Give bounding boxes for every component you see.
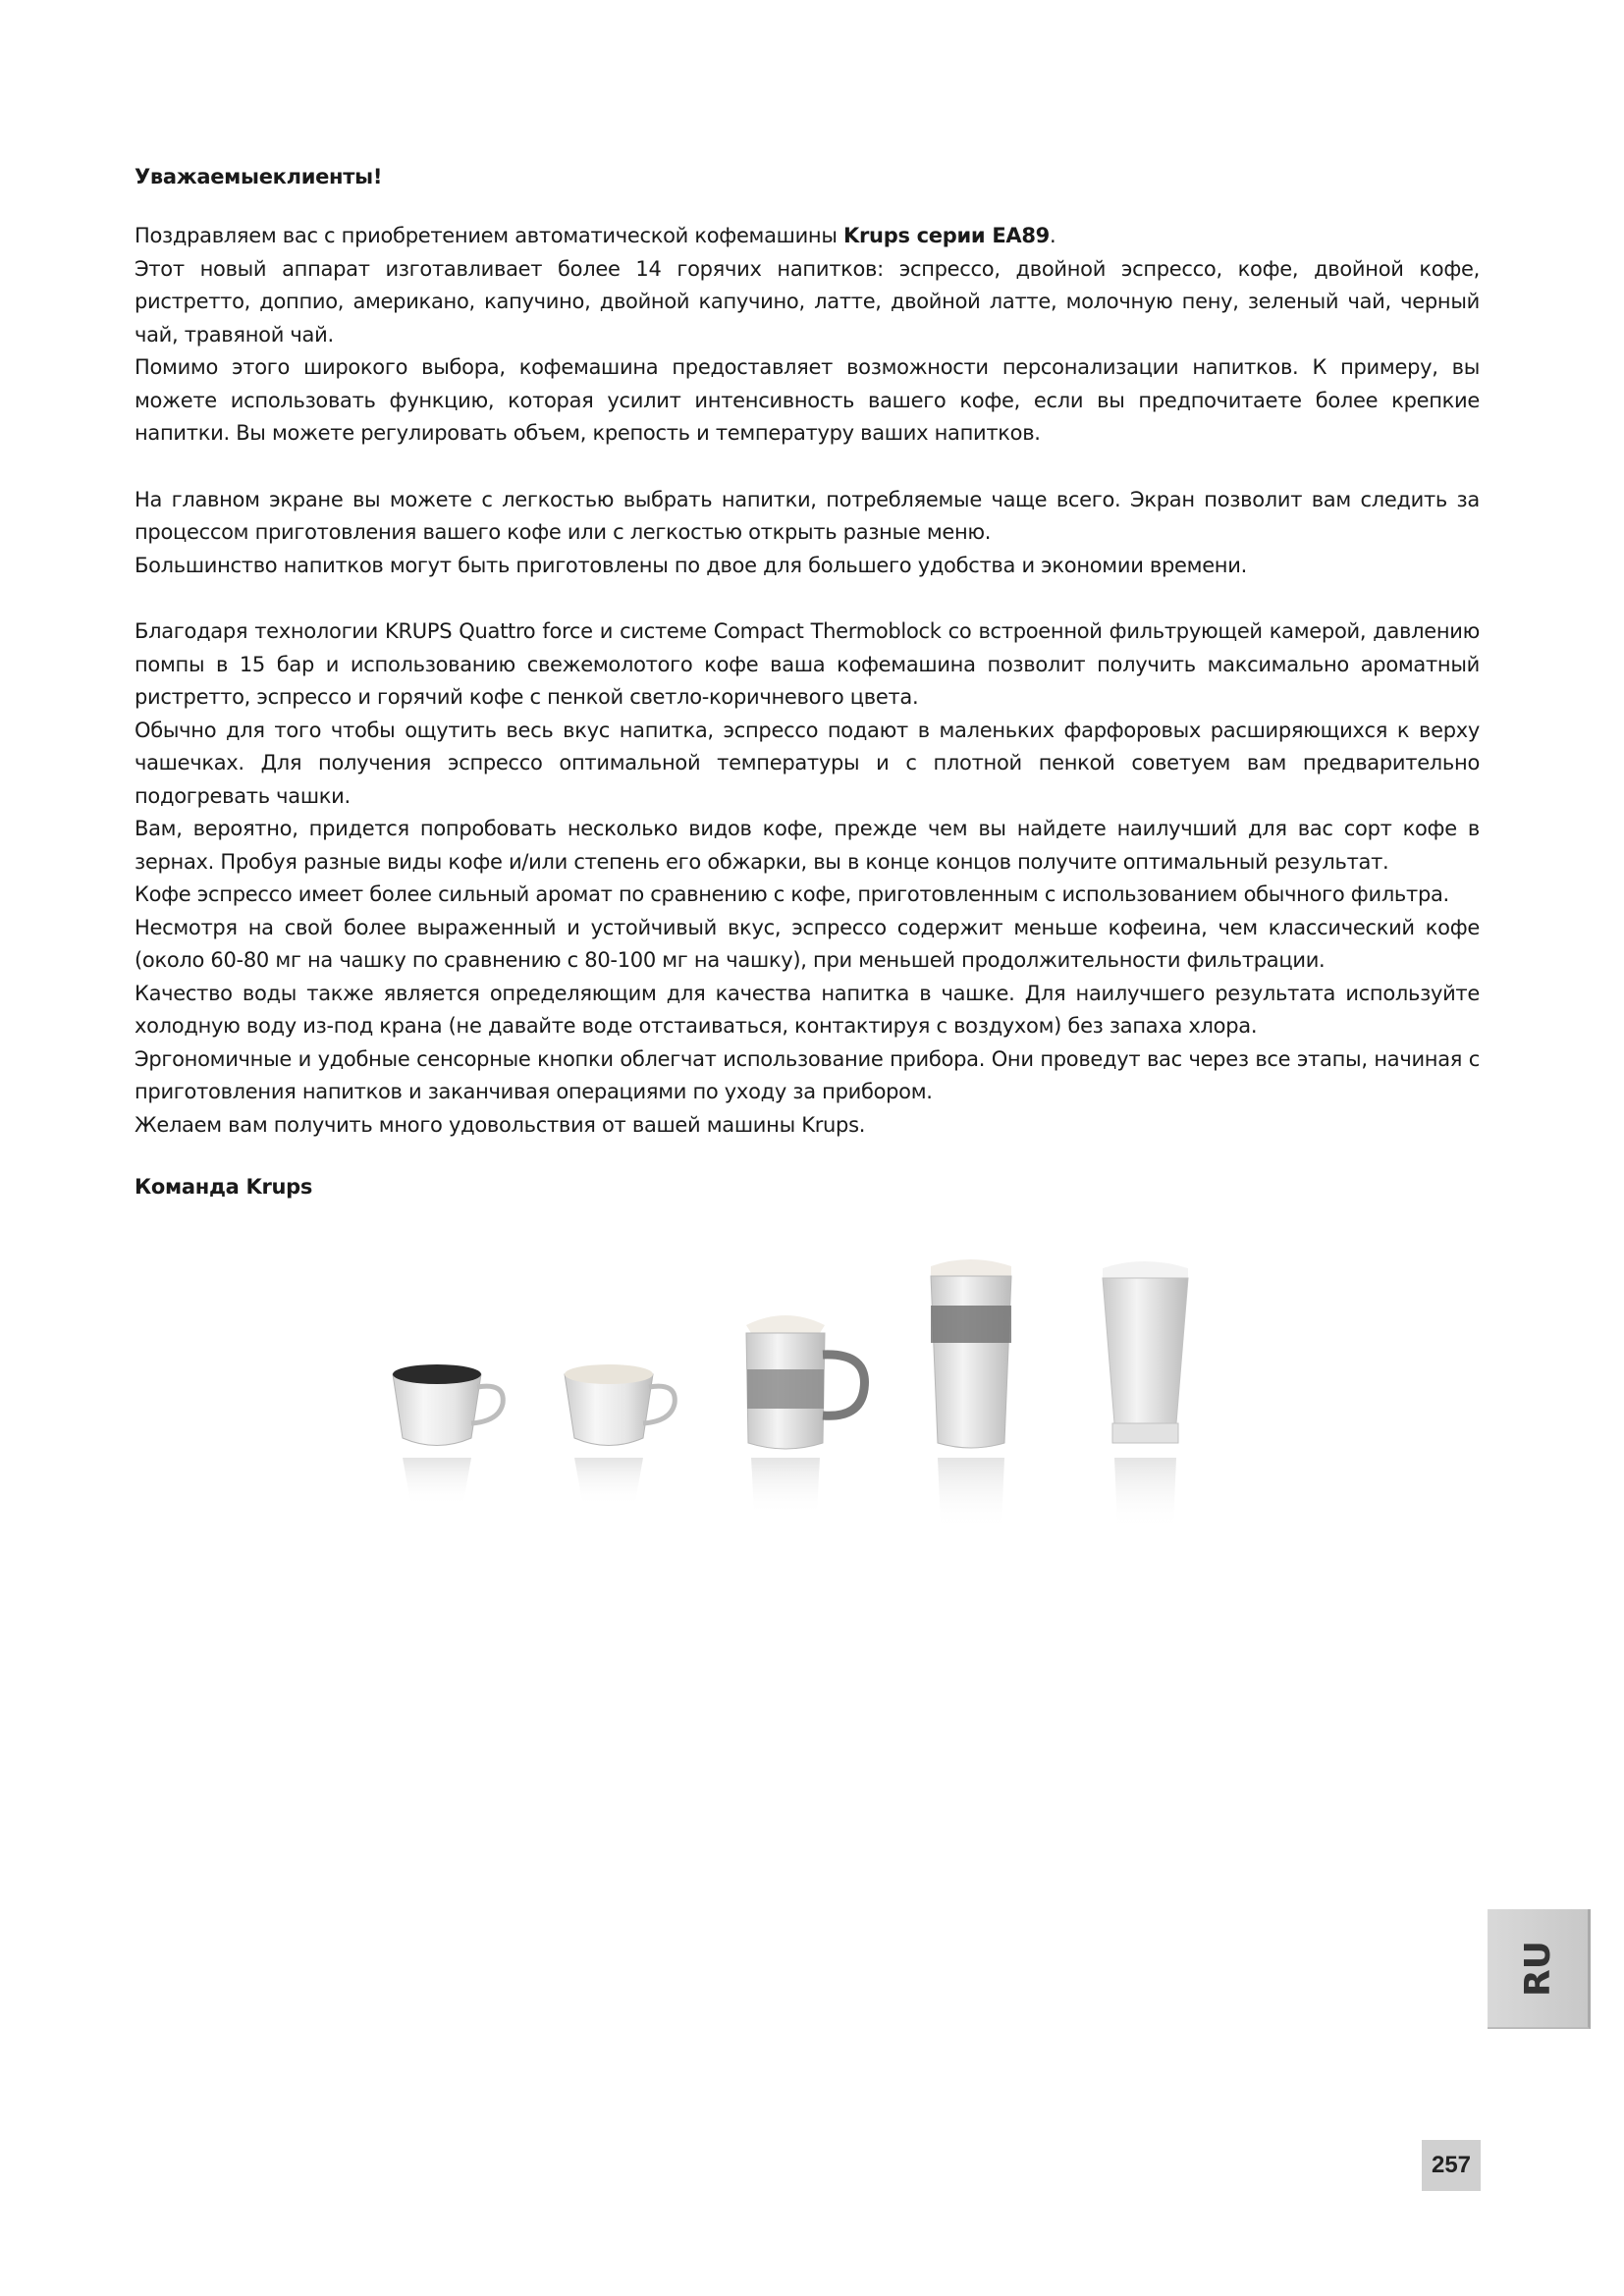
page-number: 257 bbox=[1422, 2140, 1481, 2191]
intro-end: . bbox=[1049, 224, 1056, 247]
signature: Команда Krups bbox=[135, 1175, 313, 1199]
cappuccino-mug-icon bbox=[746, 1315, 864, 1516]
paragraph-intro bbox=[135, 220, 1480, 253]
paragraph-double: Большинство напитков могут быть приготовлены по двое для большего удобства и экономии времени. bbox=[135, 553, 1247, 577]
language-tab bbox=[1488, 1909, 1591, 2029]
paragraph-drinks: Этот новый аппарат изготавливает более 14 горячих напитков: эспрессо, двойной эспрессо, кофе, двойной кофе, ристретто, доппио, американо, капучино, двойной капучино, латте, двойной латте, молочную пену, зеленый чай, черный чай, травяной чай. bbox=[135, 256, 1480, 347]
letter-body bbox=[135, 165, 1480, 1199]
paragraph-water: Качество воды также является определяющим для качества напитка в чашке. Для наилучшего результата используйте холодную воду из-под крана (не давайте воде отстаиваться, контактируя с воздухом) без запаха хлора. bbox=[135, 981, 1480, 1038]
paragraph-main-screen: На главном экране вы можете с легкостью выбрать напитки, потребляемые чаще всего. Экран позволит вам следить за процессом приготовления вашего кофе или с легкостью открыть разные меню. bbox=[135, 487, 1480, 544]
paragraph-serving: Обычно для того чтобы ощутить весь вкус напитка, эспрессо подают в маленьких фарфоровых расширяющихся к верху чашечках. Для получения эспрессо оптимальной температуры и с плотной пенкой советуем вам предварительно подогревать чашки. bbox=[135, 718, 1480, 808]
latte-glass-icon bbox=[931, 1259, 1011, 1530]
coffee-drinks-illustration bbox=[373, 1247, 1218, 1541]
paragraph-personalization: Помимо этого широкого выбора, кофемашина предоставляет возможности персонализации напитков. К примеру, вы можете использовать функцию, которая усилит интенсивность вашего кофе, если вы предпочитаете более крепкие напитки. Вы можете регулировать объем, крепость и температуру ваших напитков. bbox=[135, 355, 1480, 445]
paragraph-beans: Вам, вероятно, придется попробовать несколько видов кофе, прежде чем вы найдете наилучший для вас сорт кофе в зернах. Пробуя разные виды кофе и/или степень его обжарки, вы в конце концов получите оптимальный результат. bbox=[135, 817, 1480, 874]
paragraph-wishes: Желаем вам получить много удовольствия от вашей машины Krups. bbox=[135, 1112, 866, 1137]
language-label: RU bbox=[1517, 1940, 1558, 1997]
espresso-cup-icon bbox=[393, 1364, 503, 1506]
milk-glass-icon bbox=[1103, 1261, 1188, 1530]
paragraph-caffeine: Несмотря на свой более выраженный и устойчивый вкус, эспрессо содержит меньше кофеина, чем классический кофе (около 60-80 мг на чашку по сравнению с 80-100 мг на чашку), при меньшей продолжительности фильтрации. bbox=[135, 915, 1480, 972]
model-name: Krups серии EA89 bbox=[843, 224, 1050, 247]
intro-text: Поздравляем вас с приобретением автоматической кофемашины bbox=[135, 224, 844, 247]
paragraph-buttons: Эргономичные и удобные сенсорные кнопки облегчат использование прибора. Они проведут вас через все этапы, начиная с приготовления напитков и заканчивая операциями по уходу за прибором. bbox=[135, 1046, 1480, 1103]
paragraph-aroma: Кофе эспрессо имеет более сильный аромат по сравнению с кофе, приготовленным с использованием обычного фильтра. bbox=[135, 882, 1449, 906]
coffee-cup-icon bbox=[565, 1364, 675, 1506]
paragraph-technology: Благодаря технологии KRUPS Quattro force и системе Compact Thermoblock со встроенной фильтрующей камерой, давлению помпы в 15 бар и использованию свежемолотого кофе ваша кофемашина позволит получить максимально ароматный ристретто, эспрессо и горячий кофе с пенкой светло-коричневого цвета. bbox=[135, 619, 1480, 709]
greeting-heading: Уважаемыеклиенты! bbox=[135, 165, 383, 188]
